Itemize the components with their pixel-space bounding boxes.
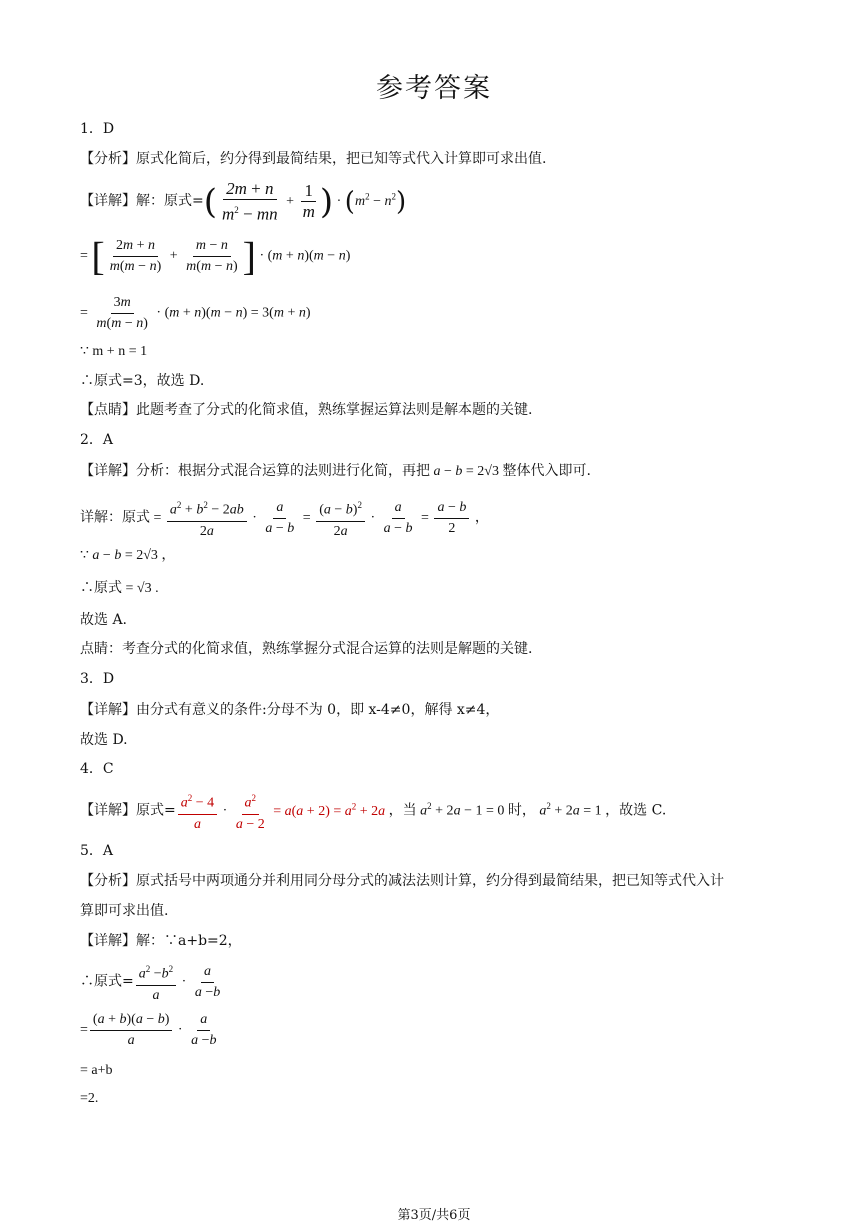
q2-detail: 【详解】分析：根据分式混合运算的法则进行化简，再把 a − b = 2√3 整体代入即可. bbox=[80, 463, 591, 479]
q1-detail-formula: 【详解】解：原式=( $\frac{2m + n}{m^2 - mn}$ + $\frac{1}{m}$ ) · $(m^2 - n^2)$ bbox=[80, 179, 407, 224]
q4-when: ，当 bbox=[388, 802, 417, 819]
q4-when2: 时， bbox=[507, 802, 536, 819]
q2-detail-text: 【详解】分析：根据分式混合运算的法则进行化简，再把 bbox=[80, 463, 430, 479]
q5-step4: =2. bbox=[80, 1091, 99, 1106]
q1-result: ∴原式=3，故选 D. bbox=[80, 373, 205, 389]
q2-result: ∴原式 = √3 . bbox=[80, 580, 159, 596]
q1-analysis: 【分析】原式化简后，约分得到最简结果，把已知等式代入计算即可求出值. bbox=[80, 151, 547, 167]
q5-step1-label: ∴原式= bbox=[80, 973, 134, 990]
q4-detail-label: 【详解】原式= bbox=[80, 802, 176, 819]
q1-step1: = [ $\frac{2m + n}{m(m - n)}$ + $\frac{m - n}{m(m - n)}$ ] · (m + n)(m − n) bbox=[80, 233, 351, 279]
q2-heading: 2．A bbox=[80, 432, 114, 448]
q5-heading: 5．A bbox=[80, 843, 114, 859]
q1-heading: 1．D bbox=[80, 121, 115, 137]
page-title: 参考答案 bbox=[376, 73, 492, 104]
q2-choose: 故选 A. bbox=[80, 612, 128, 628]
q1-comment: 【点睛】此题考查了分式的化简求值，熟练掌握运算法则是解本题的关键. bbox=[80, 402, 533, 418]
q5-analysis-2: 算即可求出值. bbox=[80, 903, 169, 919]
q5-detail: 【详解】解：∵a+b=2， bbox=[80, 933, 242, 949]
q4-heading: 4．C bbox=[80, 761, 114, 777]
q4-formula: 【详解】原式= $\frac{a^2 - 4}{a}$ · $\frac{a^2}{a - 2}$ = $a(a + 2) = a^2 + 2a$ ，当 $a^2 + 2a - 1 = 0$ 时， $a^2 + 2a = 1$ ，故选 C. bbox=[80, 790, 666, 833]
q2-detail2-label: 详解：原式 bbox=[80, 509, 150, 526]
q3-choose: 故选 D. bbox=[80, 732, 128, 748]
q2-formula: 详解：原式 = $\frac{a^2 + b^2 - 2ab}{2a}$ · $\frac{a}{a - b}$ = $\frac{(a - b)^2}{2a}$ · $\frac{a}{a - b}$ = $\frac{a - b}{2}$ ， bbox=[80, 497, 489, 540]
q3-heading: 3．D bbox=[80, 671, 115, 687]
q2-result-label: ∴原式 bbox=[80, 580, 122, 596]
q1-detail-label: 【详解】解：原式= bbox=[80, 193, 204, 210]
q5-step3: = a+b bbox=[80, 1063, 113, 1078]
page-footer: 第3页/共6页 bbox=[397, 1208, 471, 1223]
q5-step2: = $\frac{(a + b)(a - b)}{a}$ · $\frac{a}{a -b}$ bbox=[80, 1012, 217, 1048]
q5-step1: ∴原式= $\frac{a^2 -b^2}{a}$ · $\frac{a}{a -b}$ bbox=[80, 961, 225, 1004]
q1-given: ∵ m + n = 1 bbox=[80, 344, 148, 359]
q3-detail: 【详解】由分式有意义的条件:分母不为 0，即 x-4≠0，解得 x≠4， bbox=[80, 702, 500, 718]
q2-given: ∵ a − b = 2√3 ， bbox=[80, 548, 176, 563]
q5-analysis-1: 【分析】原式括号中两项通分并利用同分母分式的减法法则计算，约分得到最简结果，把已知等式代入计 bbox=[80, 873, 724, 889]
q2-detail-tail: 整体代入即可. bbox=[502, 463, 591, 479]
q4-choose: ，故选 C. bbox=[605, 802, 667, 819]
q1-step2: = $\frac{3m}{m(m - n)}$ · (m + n)(m − n) = 3(m + n) bbox=[80, 295, 311, 331]
q2-given-symbol: ∵ bbox=[80, 548, 89, 563]
q2-comment: 点睛：考查分式的化简求值，熟练掌握分式混合运算的法则是解题的关键. bbox=[80, 641, 533, 657]
